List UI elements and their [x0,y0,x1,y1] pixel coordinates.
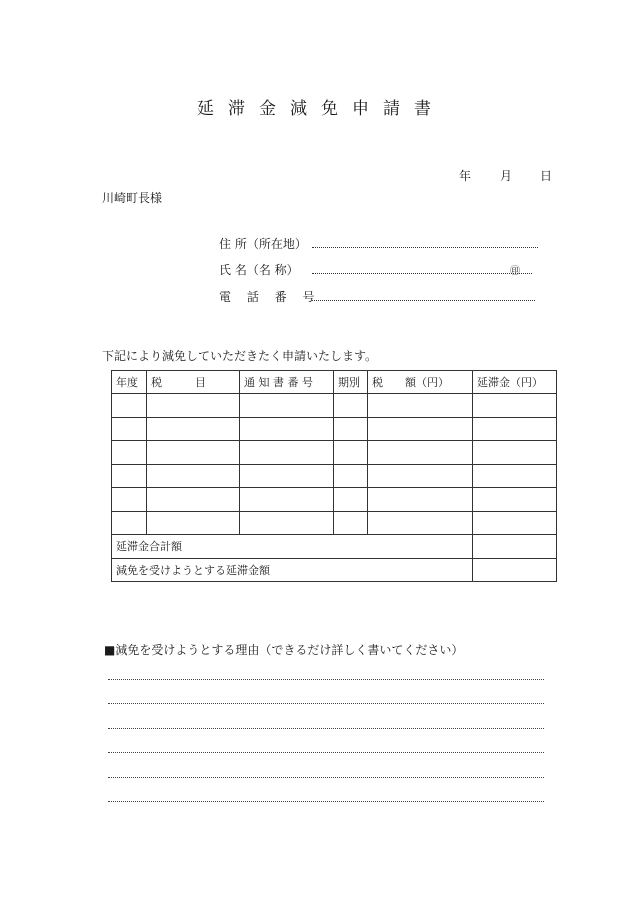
table-cell[interactable] [240,394,334,418]
table-row [112,441,557,465]
table-row [112,511,557,535]
addressee: 川崎町長様 [102,191,163,205]
table-cell[interactable] [368,464,473,488]
address-field[interactable] [312,247,538,248]
table-cell[interactable] [334,464,368,488]
date-year-label: 年 [459,169,472,183]
table-cell[interactable] [473,488,557,512]
table-cell[interactable] [240,417,334,441]
table-cell[interactable] [368,441,473,465]
table-cell[interactable] [334,488,368,512]
reason-line[interactable] [108,752,544,753]
table-cell[interactable] [334,417,368,441]
date-day-label: 日 [540,169,553,183]
table-row [112,417,557,441]
reason-line[interactable] [108,679,544,680]
seal-mark: ㊞ [510,266,520,277]
reason-line[interactable] [108,801,544,802]
table-cell[interactable] [473,464,557,488]
table-cell[interactable] [240,441,334,465]
table-cell[interactable] [473,417,557,441]
header-tax-item: 税 目 [147,371,240,394]
table-row [112,464,557,488]
table-cell[interactable] [240,488,334,512]
table-cell[interactable] [368,417,473,441]
header-fiscal-year: 年度 [112,371,147,394]
table-cell[interactable] [112,417,147,441]
name-label: 氏 名（名 称） [219,263,299,277]
table-cell[interactable] [368,394,473,418]
table-cell[interactable] [147,394,240,418]
table-cell[interactable] [240,464,334,488]
header-notice-number: 通 知 書 番 号 [240,371,334,394]
table-cell[interactable] [147,417,240,441]
total-value-cell[interactable] [473,535,557,559]
header-period: 期別 [334,371,368,394]
table-cell[interactable] [112,488,147,512]
reason-line[interactable] [108,777,544,778]
table-row [112,394,557,418]
reduction-row [112,558,557,582]
header-late-fee: 延滞金（円） [473,371,557,394]
table-cell[interactable] [334,441,368,465]
reduction-value-cell[interactable] [473,558,557,582]
table-cell[interactable] [147,511,240,535]
address-label: 住 所（所在地） [219,237,307,251]
table-cell[interactable] [112,464,147,488]
table-cell[interactable] [112,394,147,418]
reason-line[interactable] [108,703,544,704]
reduction-label: 減免を受けようとする延滞金額 [112,558,473,582]
intro-text: 下記により減免していただきたく申請いたします。 [102,349,378,363]
header-tax-amount: 税 額（円） [368,371,473,394]
table-cell[interactable] [112,441,147,465]
tax-table [111,370,557,582]
table-cell[interactable] [147,488,240,512]
table-cell[interactable] [368,511,473,535]
table-cell[interactable] [334,394,368,418]
table-row [112,488,557,512]
table-cell[interactable] [473,394,557,418]
table-cell[interactable] [473,441,557,465]
table-cell[interactable] [147,464,240,488]
total-row [112,535,557,559]
reason-heading: ■減免を受けようとする理由（できるだけ詳しく書いてください） [104,643,464,657]
document-title: 延滞金減免申請書 [197,99,445,119]
table-cell[interactable] [473,511,557,535]
name-field[interactable] [312,273,532,274]
phone-label: 電 話 番 号 [219,290,321,304]
date-month-label: 月 [500,169,513,183]
table-cell[interactable] [112,511,147,535]
phone-field[interactable] [312,300,535,301]
total-label: 延滞金合計額 [112,535,473,559]
reason-line[interactable] [108,728,544,729]
table-cell[interactable] [334,511,368,535]
table-header-row [112,371,557,394]
table-cell[interactable] [147,441,240,465]
table-cell[interactable] [240,511,334,535]
table-cell[interactable] [368,488,473,512]
